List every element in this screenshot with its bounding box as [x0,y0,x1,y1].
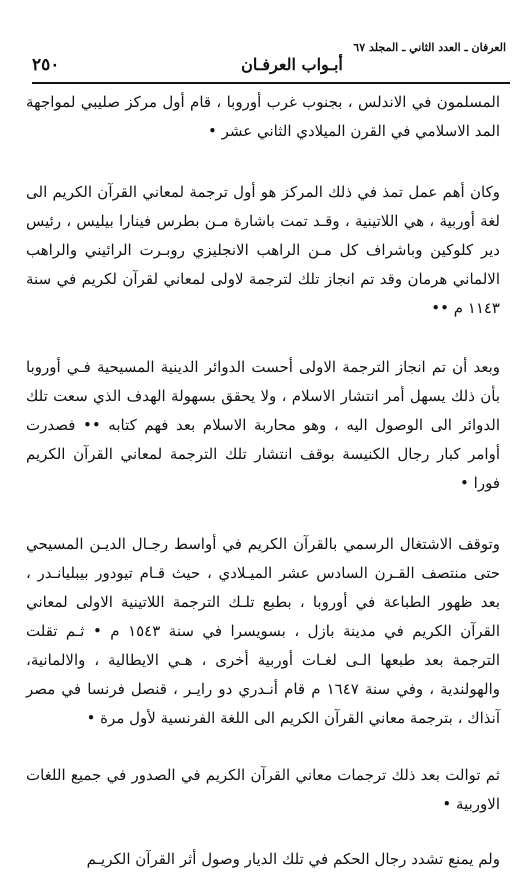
paragraph-1: المسلمون في الاندلس ، بجنوب غرب أوروبا ، قام أول مركز صليبي لمواجهة المد الاسلامي في القرن الميلادي الثاني عشر • [26,93,500,140]
paragraph-4: وتوقف الاشتغال الرسمي بالقرآن الكريم في أواسط رجـال الديـن المسيحي حتى منتصف القـرن السادس عشر الميـلادي ، حيث قـام تيودور بيبليانـدر ، بعد ظهور الطباعة في أوروبا ، بطبع تلـك الترجمة اللاتينية الاولى لمعاني القرآن الكريم في مدينة بازل ، بسويسرا في سنة ١٥٤٣ م • ثـم تقلت الترجمة بعد طبعها الـى لغـات أوربية أخرى ، هـي الايطالية ، والالمانية، والهولندية ، وفي سنة ١٦٤٧ م قام أنـدري دو رايـر ، قنصل فرنسا في مصر آنذاك ، بترجمة معاني القرآن الكريم الى اللغة الفرنسية لأول مرة • [26,535,500,727]
section-title: أبـواب العرفـان [241,55,343,74]
page-number: ٢٥٠ [32,55,60,75]
paragraph-6: ولم يمنع تشدد رجال الحكم في تلك الديار وصول أثر القرآن الكريـم [86,850,500,868]
paragraph-3: وبعد أن تم انجاز الترجمة الاولى أحست الدوائر الدينية المسيحية فـي أوروبا بأن ذلك يسهل أمر انتشار الاسلام ، ولا يحقق بسهولة الهدف الذي سعت تلك الدوائر الى الوصول اليه ، وهو محاربة الاسلام بعد فهم كتابه •• فصدرت أوامر كبار رجال الكنيسة بوقف انتشار تلك الترجمة لمعاني القرآن الكريم فورا • [26,358,500,492]
paragraph-5: ثم توالت بعد ذلك ترجمات معاني القرآن الكريم في الصدور في جميع اللغات الاوربية • [26,766,500,813]
header-divider [32,82,510,84]
journal-issue: العرفان ـ العدد الثاني ـ المجلد ٦٧ [353,41,506,54]
paragraph-2: وكان أهم عمل تمذ في ذلك المركز هو أول ترجمة لمعاني القرآن الكريم الى لغة أوربية ، هي اللاتينية ، وقـد تمت باشارة مـن بطرس فينارا بيليس ، رئيس دير كلوكين وباشراف كل مـن الراهب الانجليزي روبـرت الرائيني والراهب الالماني هرمان وقد تم انجاز تلك لترجمة لاولى لمعاني لقرآن لكريم في سنة ١١٤٣ م •• [26,183,500,317]
article-body [26,88,500,874]
page-header [22,38,510,78]
